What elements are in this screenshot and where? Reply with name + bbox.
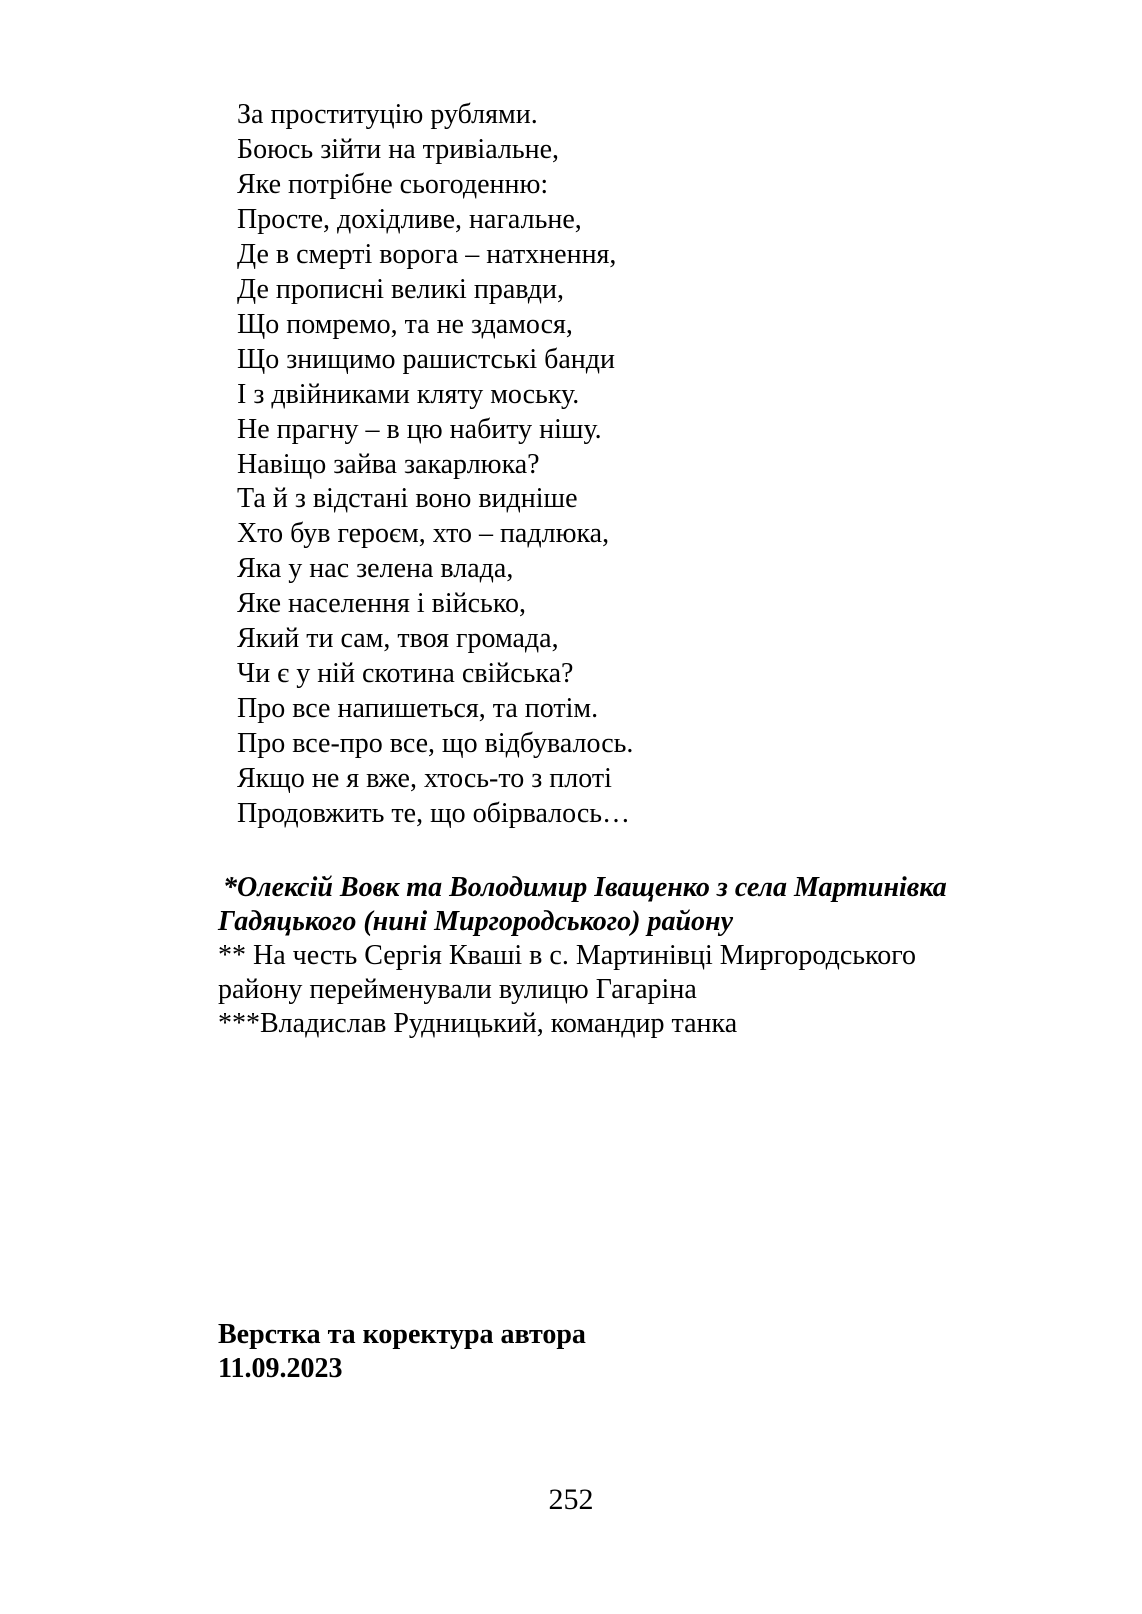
poem-line: За проституцію рублями. <box>237 99 538 130</box>
poem-line: Продовжить те, що обірвалось… <box>237 798 631 830</box>
poem-line: Яка у нас зелена влада, <box>237 553 514 585</box>
footnote-2-line-2: району перейменували вулицю Гагаріна <box>218 974 697 1005</box>
poem-line: Про все напишеться, та потім. <box>237 693 599 725</box>
publication-date: 11.09.2023 <box>218 1353 343 1384</box>
poem-line: Не прагну – в цю набиту нішу. <box>237 413 602 445</box>
poem-line: Що знищимо рашистські банди <box>237 343 615 375</box>
layout-credit: Верстка та коректура автора <box>218 1319 586 1350</box>
footnote-1-line-1: *Олексій Вовк та Володимир Іващенко з села Мартинівка <box>223 872 947 903</box>
poem-line: І з двійниками кляту моську. <box>237 378 580 410</box>
poem-line: Чи є у ній скотина свійська? <box>237 658 574 690</box>
poem-stanza <box>237 98 633 832</box>
poem-line: Яке населення і військо, <box>237 588 527 620</box>
poem-line: Боюсь зійти на тривіальне, <box>237 133 560 165</box>
footnote-3: ***Владислав Рудницький, командир танка <box>218 1008 738 1039</box>
footnote-2-line-1: ** На честь Сергія Кваші в с. Мартинівці Миргородського <box>218 940 917 971</box>
poem-line: Та й з відстані воно видніше <box>237 483 578 515</box>
poem-line: Де прописні великі правди, <box>237 273 565 305</box>
poem-line: Хто був героєм, хто – падлюка, <box>237 518 610 550</box>
poem-line: Де в смерті ворога – натхнення, <box>237 238 617 270</box>
poem-line: Яке потрібне сьогоденню: <box>237 168 549 200</box>
poem-line: Просте, дохідливе, нагальне, <box>237 203 582 235</box>
poem-line: Якщо не я вже, хтось-то з плоті <box>237 763 612 795</box>
footnote-1-line-2: Гадяцького (нині Миргородського) району <box>218 906 734 937</box>
colophon <box>218 1318 586 1386</box>
poem-line: Що помремо, та не здамося, <box>237 308 573 340</box>
poem-line: Який ти сам, твоя громада, <box>237 623 559 655</box>
footnotes <box>218 871 1098 1041</box>
poem-line: Навіщо зайва закарлюка? <box>237 448 540 480</box>
poem-line: Про все-про все, що відбувалось. <box>237 728 634 760</box>
page-number: 252 <box>548 1483 594 1516</box>
